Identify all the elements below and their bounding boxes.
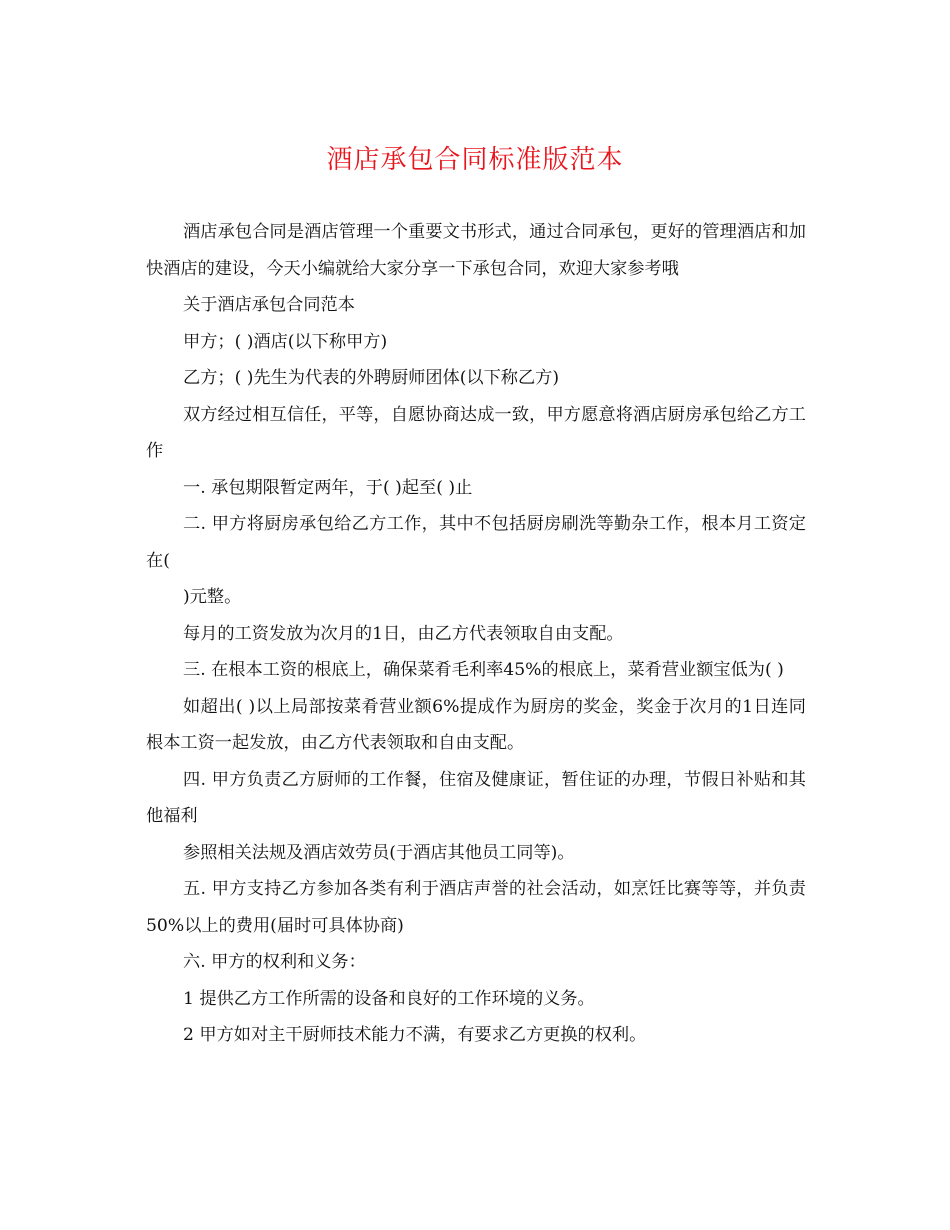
- paragraph-clause-5: 五. 甲方支持乙方参加各类有利于酒店声誉的社会活动，如烹饪比赛等等，并负责50%以上的费用(届时可具体协商): [146, 879, 806, 936]
- paragraph-regulations: 参照相关法规及酒店效劳员(于酒店其他员工同等)。: [183, 842, 575, 863]
- paragraph-clause-2: 二. 甲方将厨房承包给乙方工作，其中不包括厨房刷洗等勤杂工作，根本月工资定在(: [146, 514, 806, 571]
- document-body: [146, 214, 806, 1054]
- paragraph-clause-1: 一. 承包期限暂定两年，于( )起至( )止: [183, 477, 473, 498]
- paragraph-duty-1: 1 提供乙方工作所需的设备和良好的工作环境的义务。: [183, 988, 595, 1009]
- document-title: 酒店承包合同标准版范本: [326, 145, 624, 175]
- paragraph-heading: 关于酒店承包合同范本: [183, 295, 355, 315]
- paragraph-clause-6: 六. 甲方的权利和义务：: [183, 952, 366, 972]
- paragraph-duty-2: 2 甲方如对主干厨师技术能力不满，有要求乙方更换的权利。: [183, 1025, 647, 1045]
- paragraph-clause-3: 三. 在根本工资的根底上，确保菜肴毛利率45%的根底上，菜肴营业额宝低为( ): [183, 660, 784, 680]
- paragraph-party-b: 乙方；( )先生为代表的外聘厨师团体(以下称乙方): [183, 368, 560, 388]
- paragraph-intro: 酒店承包合同是酒店管理一个重要文书形式，通过合同承包，更好的管理酒店和加快酒店的建设，今天小编就给大家分享一下承包合同，欢迎大家参考哦: [146, 222, 806, 279]
- paragraph-clause-2-amount: )元整。: [183, 587, 242, 607]
- paragraph-clause-4: 四. 甲方负责乙方厨师的工作餐，住宿及健康证，暂住证的办理，节假日补贴和其他福利: [146, 769, 806, 826]
- paragraph-bonus: 如超出( )以上局部按菜肴营业额6%提成作为厨房的奖金，奖金于次月的1日连同根本工资一起发放，由乙方代表领取和自由支配。: [146, 696, 806, 753]
- paragraph-agreement: 双方经过相互信任，平等，自愿协商达成一致，甲方愿意将酒店厨房承包给乙方工作: [146, 404, 806, 461]
- paragraph-party-a: 甲方；( )酒店(以下称甲方): [183, 331, 388, 352]
- paragraph-salary: 每月的工资发放为次月的1日，由乙方代表领取自由支配。: [183, 623, 624, 644]
